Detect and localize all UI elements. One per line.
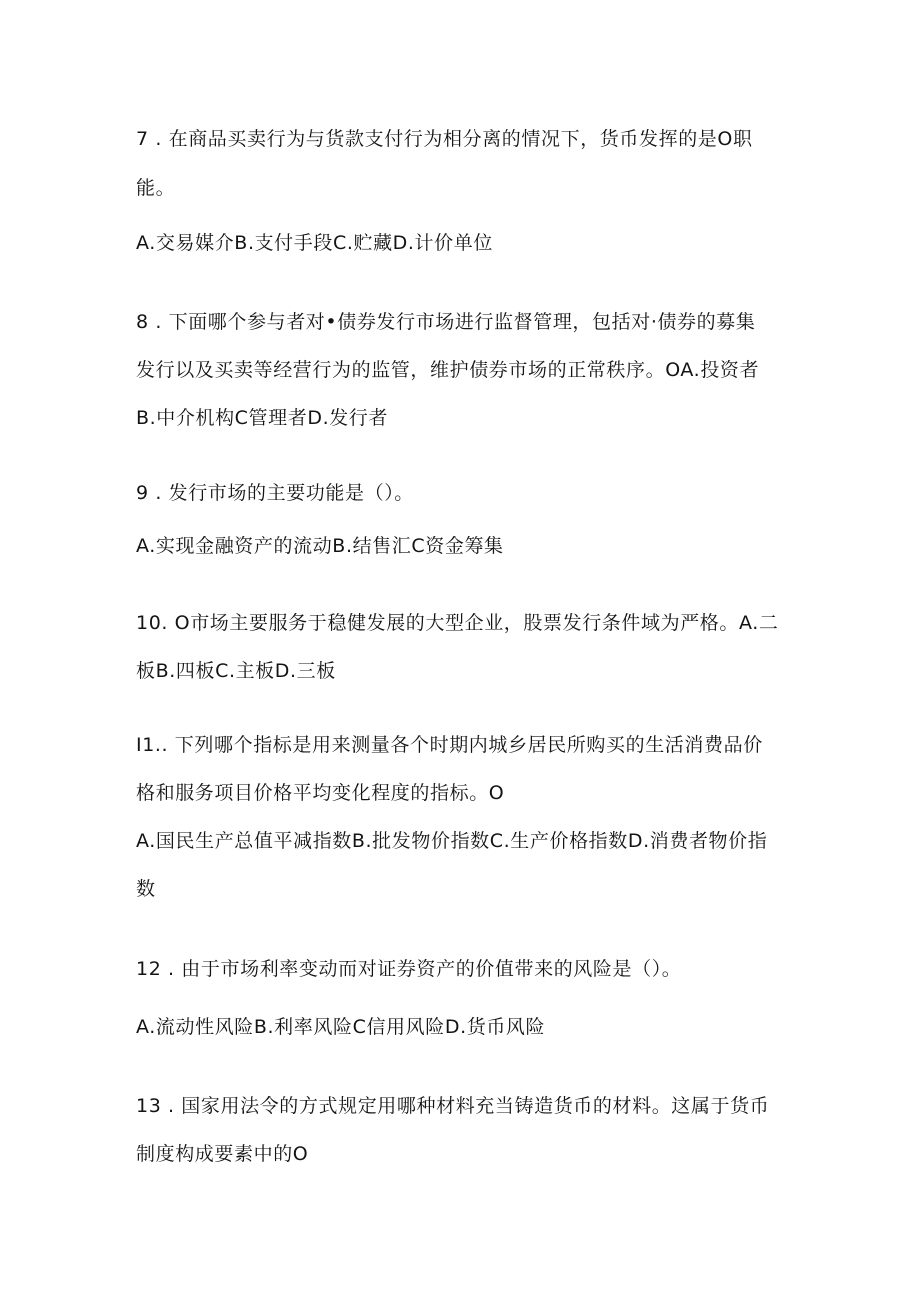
q11-options-2: 数 bbox=[136, 878, 156, 900]
q13-line-1: 13 . 国家用法令的方式规定用哪种材料充当铸造货币的材料。这属于货币 bbox=[136, 1095, 770, 1117]
q12-options: A.流动性风险B.利率风险C信用风险D.货币风险 bbox=[136, 1016, 546, 1038]
q7-options: A.交易媒介B.支付手段C.贮藏D.计价单位 bbox=[136, 232, 493, 254]
q8-line-2: 发行以及买卖等经营行为的监管，维护债券市场的正常秩序。OA.投资者 bbox=[136, 359, 760, 381]
q10-line-1: 10. O市场主要服务于稳健发展的大型企业，股票发行条件域为严格。A.二 bbox=[136, 612, 779, 634]
q7-line-2: 能。 bbox=[136, 177, 176, 199]
q9-options: A.实现金融资产的流动B.结售汇C资金筹集 bbox=[136, 535, 504, 557]
q10-line-2: 板B.四板C.主板D.三板 bbox=[136, 660, 336, 682]
q9-line-1: 9 . 发行市场的主要功能是（）。 bbox=[136, 482, 414, 504]
q12-line-1: 12 . 由于市场利率变动而对证券资产的价值带来的风险是（）。 bbox=[136, 958, 682, 980]
q8-options: B.中介机构C管理者D.发行者 bbox=[136, 407, 389, 429]
q11-line-1: I1.. 下列哪个指标是用来测量各个时期内城乡居民所购买的生活消费品价 bbox=[136, 734, 763, 756]
q13-line-2: 制度构成要素中的O bbox=[136, 1143, 309, 1165]
q8-line-1: 8 . 下面哪个参与者对•债券发行市场进行监督管理，包括对·债券的募集 bbox=[136, 311, 756, 333]
q11-line-2: 格和服务项目价格平均变化程度的指标。O bbox=[136, 782, 505, 804]
q11-options-1: A.国民生产总值平减指数B.批发物价指数C.生产价格指数D.消费者物价指 bbox=[136, 830, 768, 852]
q7-line-1: 7 . 在商品买卖行为与货款支付行为相分离的情况下，货币发挥的是O职 bbox=[136, 128, 753, 150]
